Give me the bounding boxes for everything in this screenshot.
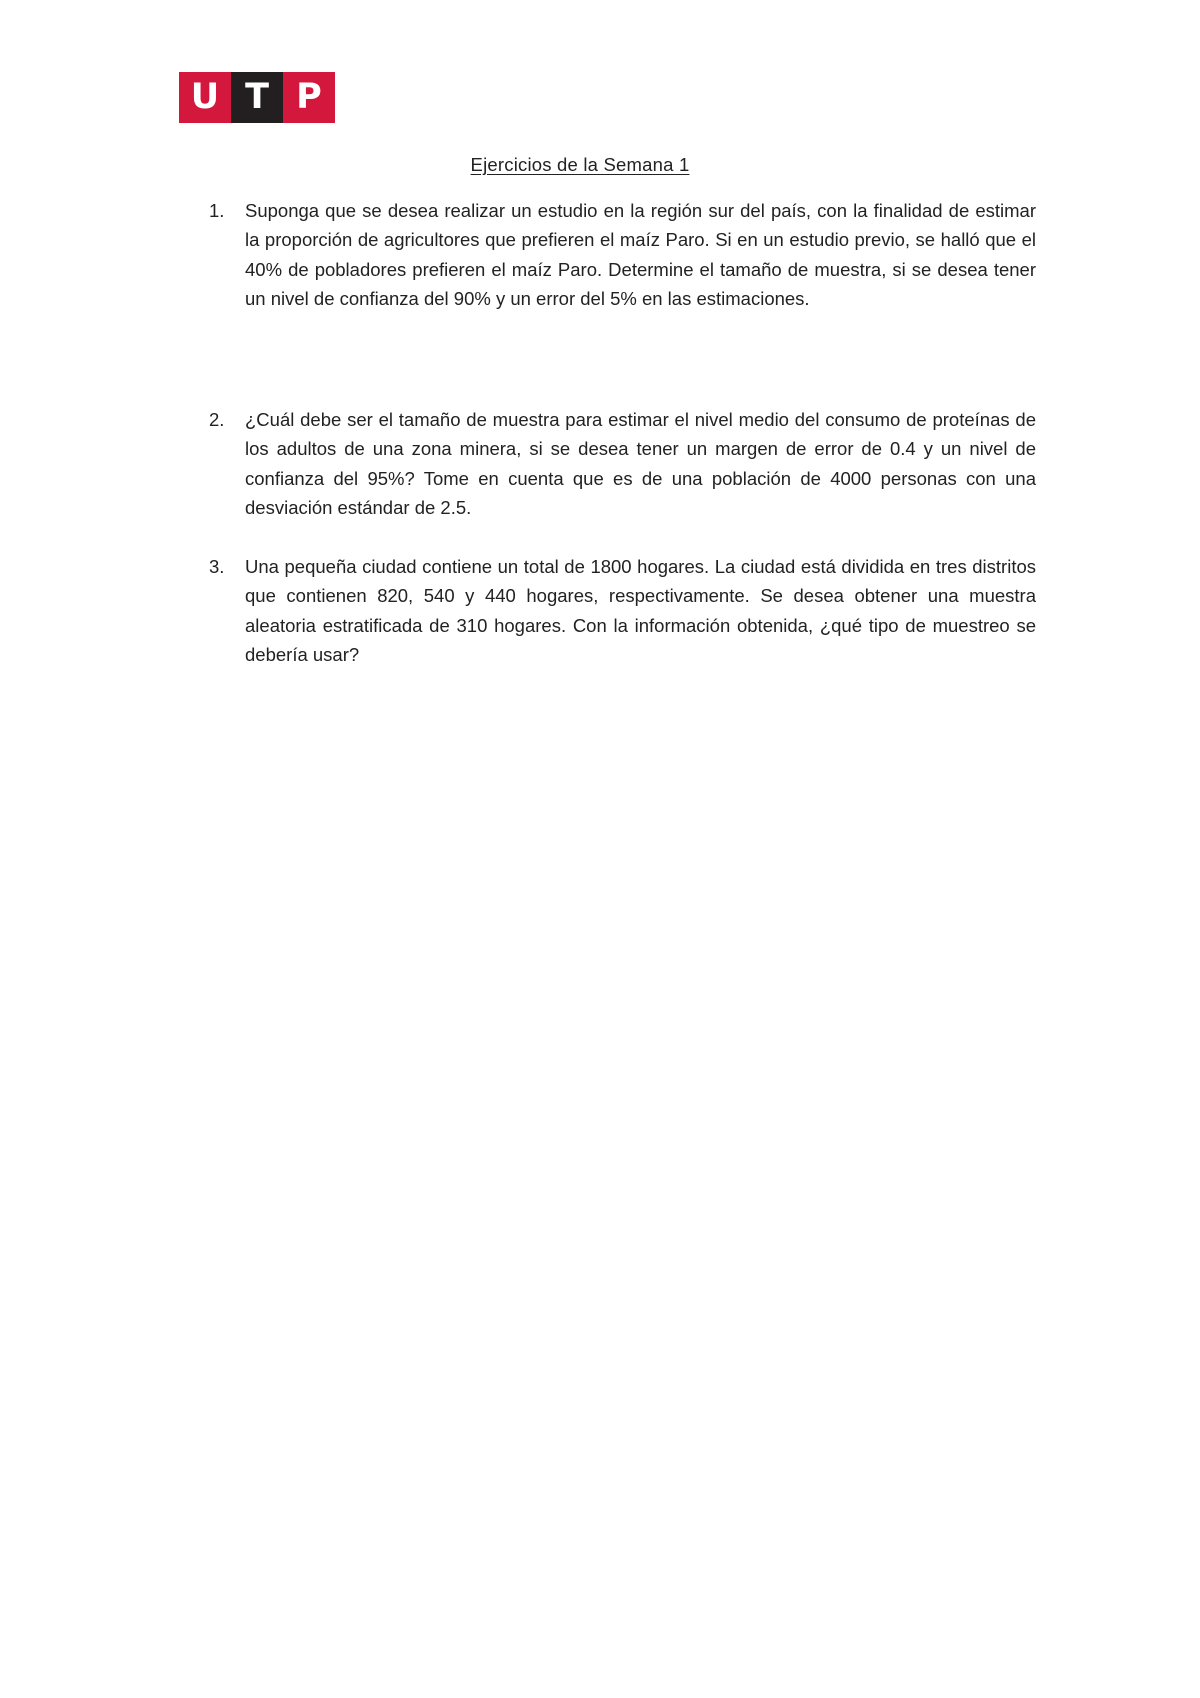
logo-letter-t: T <box>231 72 283 123</box>
exercise-item <box>209 552 1036 669</box>
exercise-text: Una pequeña ciudad contiene un total de 1800 hogares. La ciudad está dividida en tres distritos que contienen 820, 540 y 440 hogares, respectivamente. Se desea obtener una muestra aleatoria estratificada de 310 hogares. Con la información obtenida, ¿qué tipo de muestreo se debería usar? <box>245 556 1036 665</box>
exercise-number: 2. <box>209 409 225 430</box>
utp-logo <box>179 72 335 123</box>
exercise-number: 1. <box>209 200 225 221</box>
logo-letter-p: P <box>283 72 335 123</box>
exercise-number: 3. <box>209 556 225 577</box>
logo-letter-u: U <box>179 72 231 123</box>
exercise-text: ¿Cuál debe ser el tamaño de muestra para estimar el nivel medio del consumo de proteínas de los adultos de una zona minera, si se desea tener un margen de error de 0.4 y un nivel de confianza del 95%? Tome en cuenta que es de una población de 4000 personas con una desviación estándar de 2.5. <box>245 409 1036 518</box>
exercise-item <box>209 196 1036 313</box>
page-title: Ejercicios de la Semana 1 <box>470 154 690 175</box>
exercise-text: Suponga que se desea realizar un estudio en la región sur del país, con la finalidad de estimar la proporción de agricultores que prefieren el maíz Paro. Si en un estudio previo, se halló que el 40% de pobladores prefieren el maíz Paro. Determine el tamaño de muestra, si se desea tener un nivel de confianza del 90% y un error del 5% en las estimaciones. <box>245 200 1036 309</box>
exercise-item <box>209 405 1036 522</box>
